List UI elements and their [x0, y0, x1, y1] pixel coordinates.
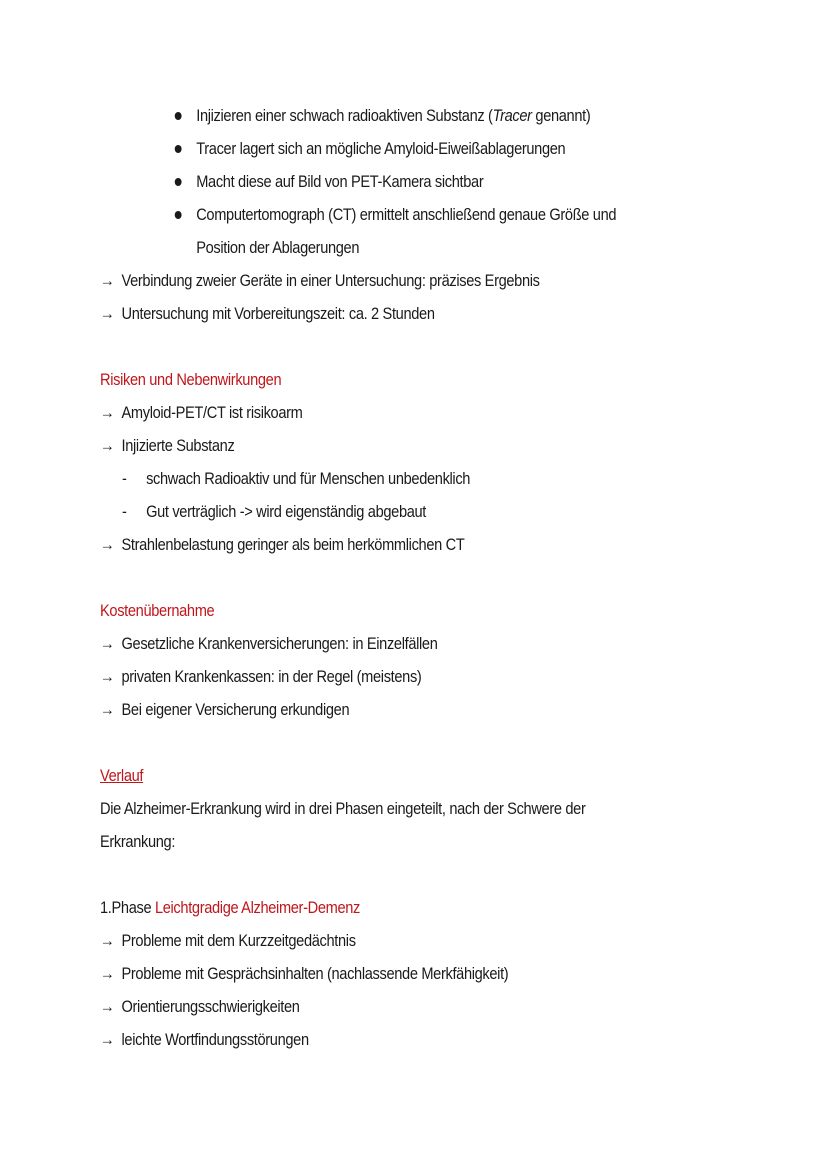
dash-icon: - — [122, 469, 127, 488]
paragraph-line: Erkrankung: — [100, 832, 176, 851]
bullet-text: Computertomograph (CT) ermittelt anschließend genaue Größe und — [196, 205, 617, 224]
arrow-icon: → — [100, 997, 115, 1016]
bullet-item — [173, 132, 661, 165]
arrow-icon: → — [100, 931, 115, 950]
phase-heading — [100, 891, 650, 924]
arrow-line: → Bei eigener Versicherung erkundigen — [100, 693, 650, 726]
section-heading-costs: Kostenübernahme — [100, 601, 215, 620]
phase-prefix: 1.Phase — [100, 898, 155, 917]
bullet-item — [173, 165, 661, 198]
arrow-icon: → — [100, 271, 115, 290]
arrow-icon: → — [100, 436, 115, 455]
bullet-text: Tracer lagert sich an mögliche Amyloid-Eiweißablagerungen — [196, 139, 566, 158]
arrow-line: → Orientierungsschwierigkeiten — [100, 990, 650, 1023]
arrow-icon: → — [100, 1030, 115, 1049]
paragraph-line: Die Alzheimer-Erkrankung wird in drei Phasen eingeteilt, nach der Schwere der — [100, 799, 586, 818]
bullet-dot-icon — [175, 178, 182, 186]
arrow-icon: → — [100, 700, 115, 719]
arrow-icon: → — [100, 634, 115, 653]
arrow-line: → Amyloid-PET/CT ist risikoarm — [100, 396, 650, 429]
arrow-line: → Untersuchung mit Vorbereitungszeit: ca. 2 Stunden — [100, 297, 650, 330]
dash-icon: - — [122, 502, 127, 521]
bullet-item-continuation — [173, 231, 661, 264]
document-content — [100, 99, 740, 1056]
bullet-dot-icon — [175, 211, 182, 219]
bullet-dot-icon — [175, 145, 182, 153]
bullet-list — [173, 99, 740, 264]
arrow-line: → Probleme mit dem Kurzzeitgedächtnis — [100, 924, 650, 957]
bullet-item — [173, 99, 661, 132]
section-heading-risks: Risiken und Nebenwirkungen — [100, 370, 282, 389]
phase-title: Leichtgradige Alzheimer-Demenz — [154, 898, 360, 917]
arrow-icon: → — [100, 403, 115, 422]
arrow-line: → Strahlenbelastung geringer als beim herkömmlichen CT — [100, 528, 650, 561]
arrow-icon: → — [100, 535, 115, 554]
arrow-line: → Verbindung zweier Geräte in einer Untersuchung: präzises Ergebnis — [100, 264, 650, 297]
arrow-line: → leichte Wortfindungsstörungen — [100, 1023, 650, 1056]
dash-item: - Gut verträglich -> wird eigenständig abgebaut — [122, 495, 653, 528]
bullet-text: Position der Ablagerungen — [196, 238, 360, 257]
arrow-line: → privaten Krankenkassen: in der Regel (meistens) — [100, 660, 650, 693]
arrow-icon: → — [100, 304, 115, 323]
arrow-line: → Gesetzliche Krankenversicherungen: in Einzelfällen — [100, 627, 650, 660]
bullet-text: Macht diese auf Bild von PET-Kamera sichtbar — [196, 172, 484, 191]
bullet-text: Injizieren einer schwach radioaktiven Substanz (Tracer genannt) — [196, 106, 591, 125]
bullet-item — [173, 198, 661, 231]
arrow-line: → Injizierte Substanz — [100, 429, 650, 462]
tracer-term: Tracer — [492, 106, 532, 125]
bullet-dot-icon — [175, 112, 182, 120]
arrow-line: → Probleme mit Gesprächsinhalten (nachlassende Merkfähigkeit) — [100, 957, 650, 990]
arrow-icon: → — [100, 964, 115, 983]
arrow-icon: → — [100, 667, 115, 686]
section-heading-course: Verlauf — [100, 766, 144, 785]
dash-item: - schwach Radioaktiv und für Menschen unbedenklich — [122, 462, 653, 495]
